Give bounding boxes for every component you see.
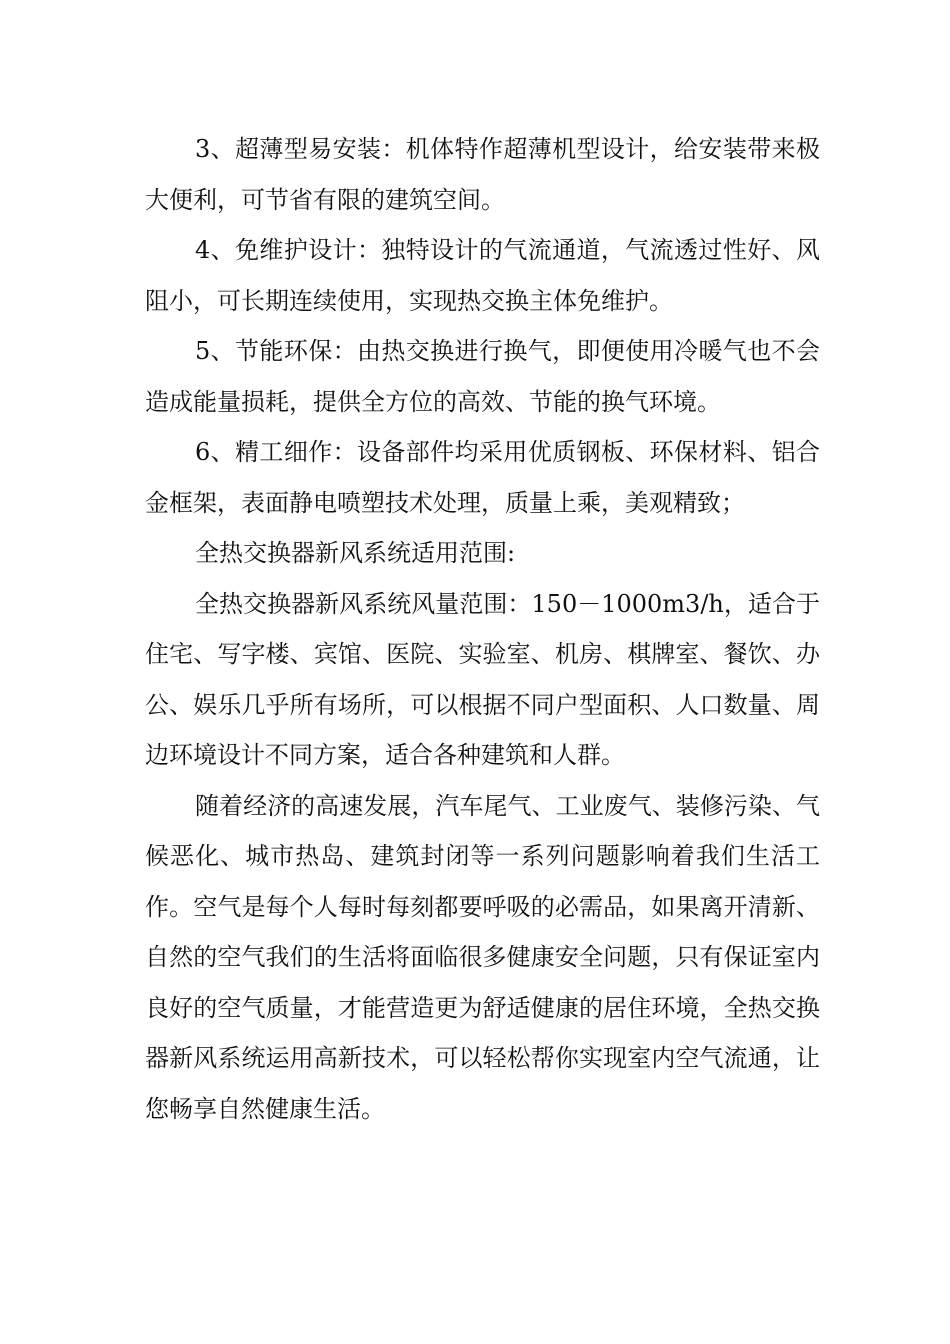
paragraph-feature-6: 6、精工细作：设备部件均采用优质钢板、环保材料、铝合金框架，表面静电喷塑技术处理，质量上乘，美观精致； <box>145 438 820 517</box>
paragraph-background: 随着经济的高速发展，汽车尾气、工业废气、装修污染、气候恶化、城市热岛、建筑封闭等一系列问题影响着我们生活工作。空气是每个人每时每刻都要呼吸的必需品，如果离开清新、自然的空气我们的生活将面临很多健康安全问题，只有保证室内良好的空气质量，才能营造更为舒适健康的居住环境，全热交换器新风系统运用高新技术，可以轻松帮你实现室内空气流通，让您畅享自然健康生活。 <box>145 791 820 1123</box>
paragraph-feature-3: 3、超薄型易安装：机体特作超薄机型设计，给安装带来极大便利，可节省有限的建筑空间。 <box>145 135 820 214</box>
paragraph-feature-5: 5、节能环保：由热交换进行换气，即便使用冷暖气也不会造成能量损耗，提供全方位的高效、节能的换气环境。 <box>145 337 820 416</box>
document-body <box>145 124 820 1134</box>
paragraph-scope-heading: 全热交换器新风系统适用范围: <box>195 539 516 567</box>
paragraph-scope-details: 全热交换器新风系统风量范围：150－1000m3/h，适合于住宅、写字楼、宾馆、医院、实验室、机房、棋牌室、餐饮、办公、娱乐几乎所有场所，可以根据不同户型面积、人口数量、周边环境设计不同方案，适合各种建筑和人群。 <box>145 589 820 769</box>
paragraph-feature-4: 4、免维护设计：独特设计的气流通道，气流透过性好、风阻小，可长期连续使用，实现热交换主体免维护。 <box>145 236 820 315</box>
